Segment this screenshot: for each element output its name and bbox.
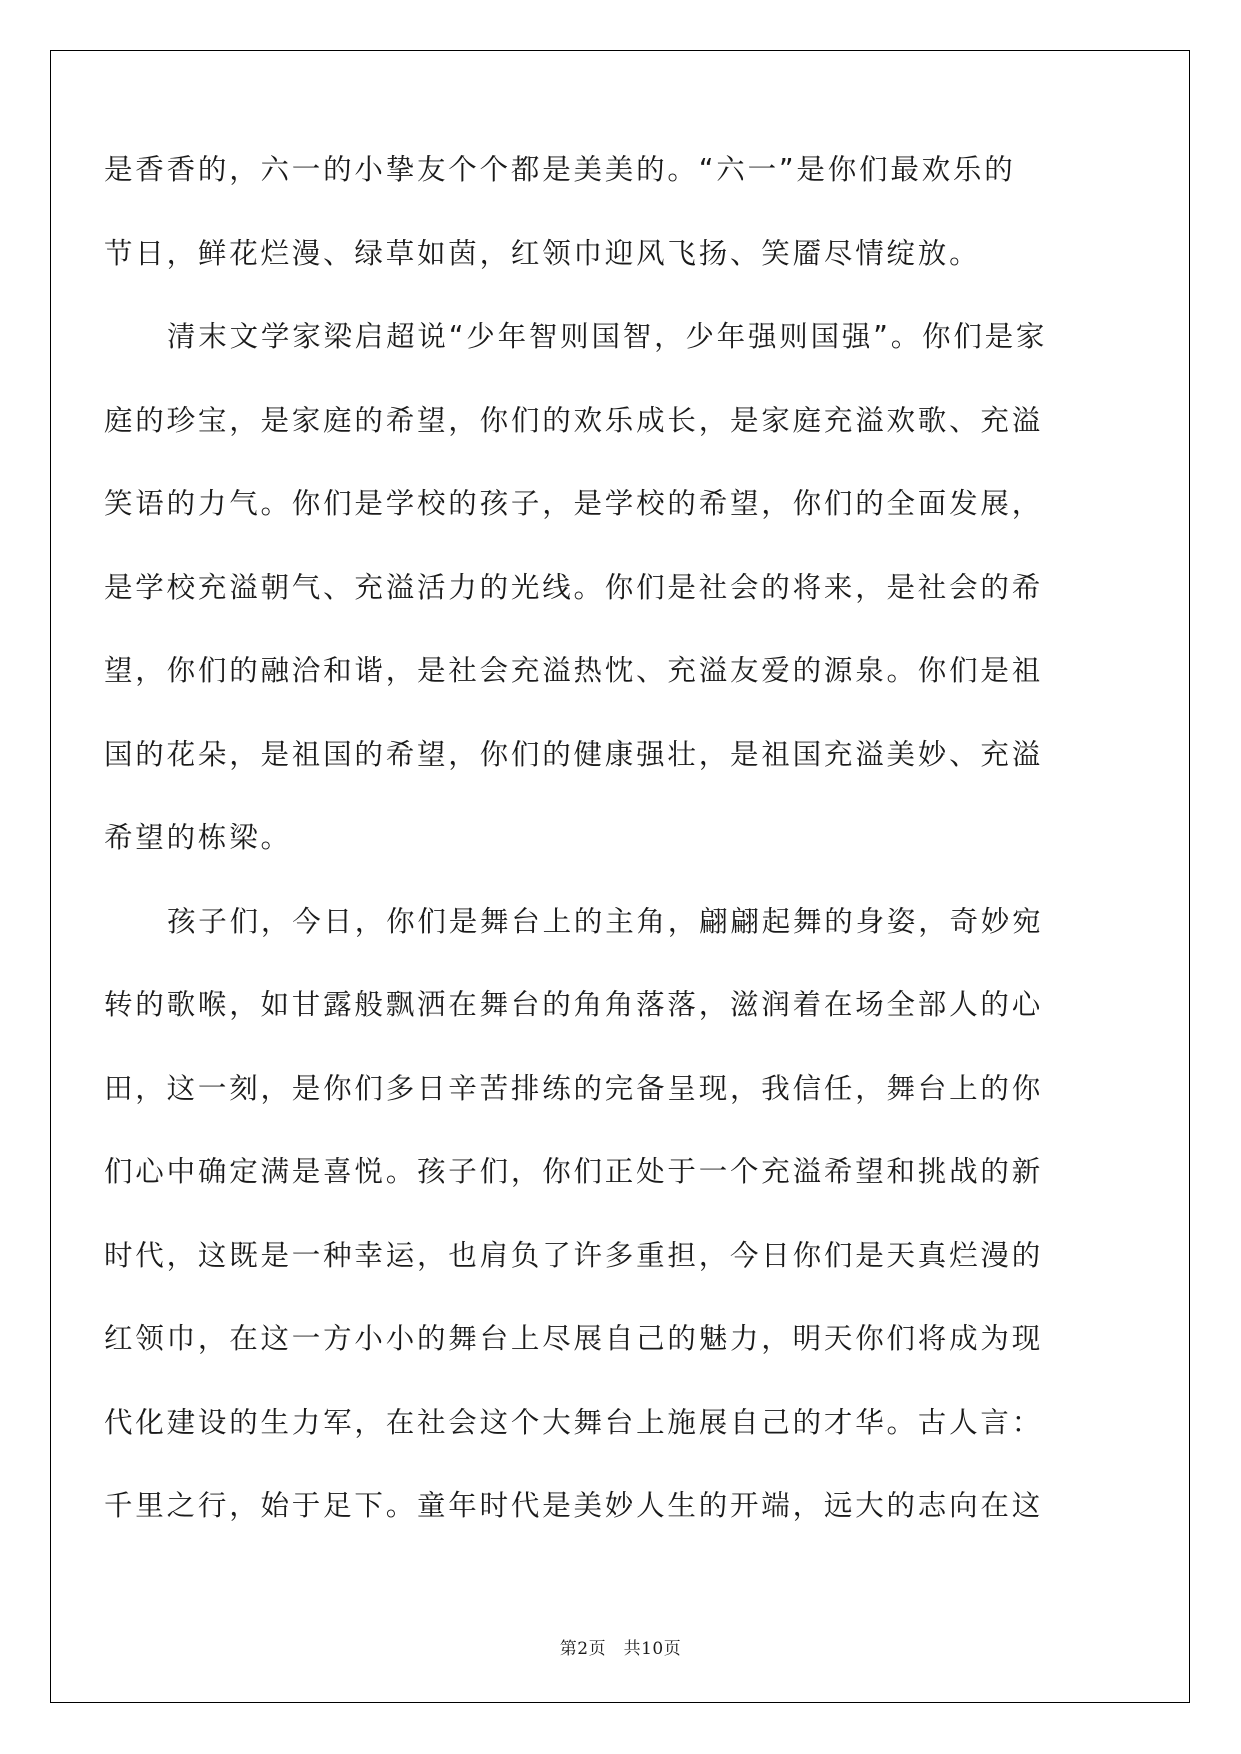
text-line: 清末文学家梁启超说“少年智则国智，少年强则国强”。你们是家: [167, 320, 1048, 353]
text-line: 笑语的力气。你们是学校的孩子，是学校的希望，你们的全面发展，: [104, 487, 1044, 520]
text-line: 红领巾，在这一方小小的舞台上尽展自己的魅力，明天你们将成为现: [104, 1322, 1044, 1355]
text-line: 希望的栋梁。: [104, 821, 292, 854]
paragraph-1: [104, 147, 1142, 314]
text-line: 时代，这既是一种幸运，也肩负了许多重担，今日你们是天真烂漫的: [104, 1238, 1044, 1272]
text-line: 代化建设的生力军，在社会这个大舞台上施展自己的才华。古人言：: [104, 1405, 1044, 1439]
text-line: 是香香的，六一的小挚友个个都是美美的。“六一”是你们最欢乐的: [104, 153, 1016, 186]
text-line: 千里之行，始于足下。童年时代是美妙人生的开端，远大的志向在这: [104, 1489, 1044, 1522]
text-line: 田，这一刻，是你们多日辛苦排练的完备呈现，我信任，舞台上的你: [104, 1071, 1044, 1105]
paragraph-3: [104, 899, 1142, 1567]
text-line: 们心中确定满是喜悦。孩子们，你们正处于一个充溢希望和挑战的新: [104, 1155, 1044, 1188]
text-line: 节日，鲜花烂漫、绿草如茵，红领巾迎风飞扬、笑靥尽情绽放。: [104, 236, 981, 270]
document-body: [104, 147, 1142, 1567]
text-line: 是学校充溢朝气、充溢活力的光线。你们是社会的将来，是社会的希: [104, 570, 1044, 604]
text-line: 孩子们，今日，你们是舞台上的主角，翩翩起舞的身姿，奇妙宛: [167, 904, 1044, 938]
paragraph-2: [104, 314, 1142, 899]
text-line: 望，你们的融洽和谐，是社会充溢热忱、充溢友爱的源泉。你们是祖: [104, 654, 1044, 687]
page-number-footer: 第2页 共10页: [559, 1639, 682, 1659]
text-line: 转的歌喉，如甘露般飘洒在舞台的角角落落，滋润着在场全部人的心: [104, 988, 1044, 1021]
text-line: 庭的珍宝，是家庭的希望，你们的欢乐成长，是家庭充溢欢歌、充溢: [104, 403, 1044, 437]
text-line: 国的花朵，是祖国的希望，你们的健康强壮，是祖国充溢美妙、充溢: [104, 737, 1044, 771]
